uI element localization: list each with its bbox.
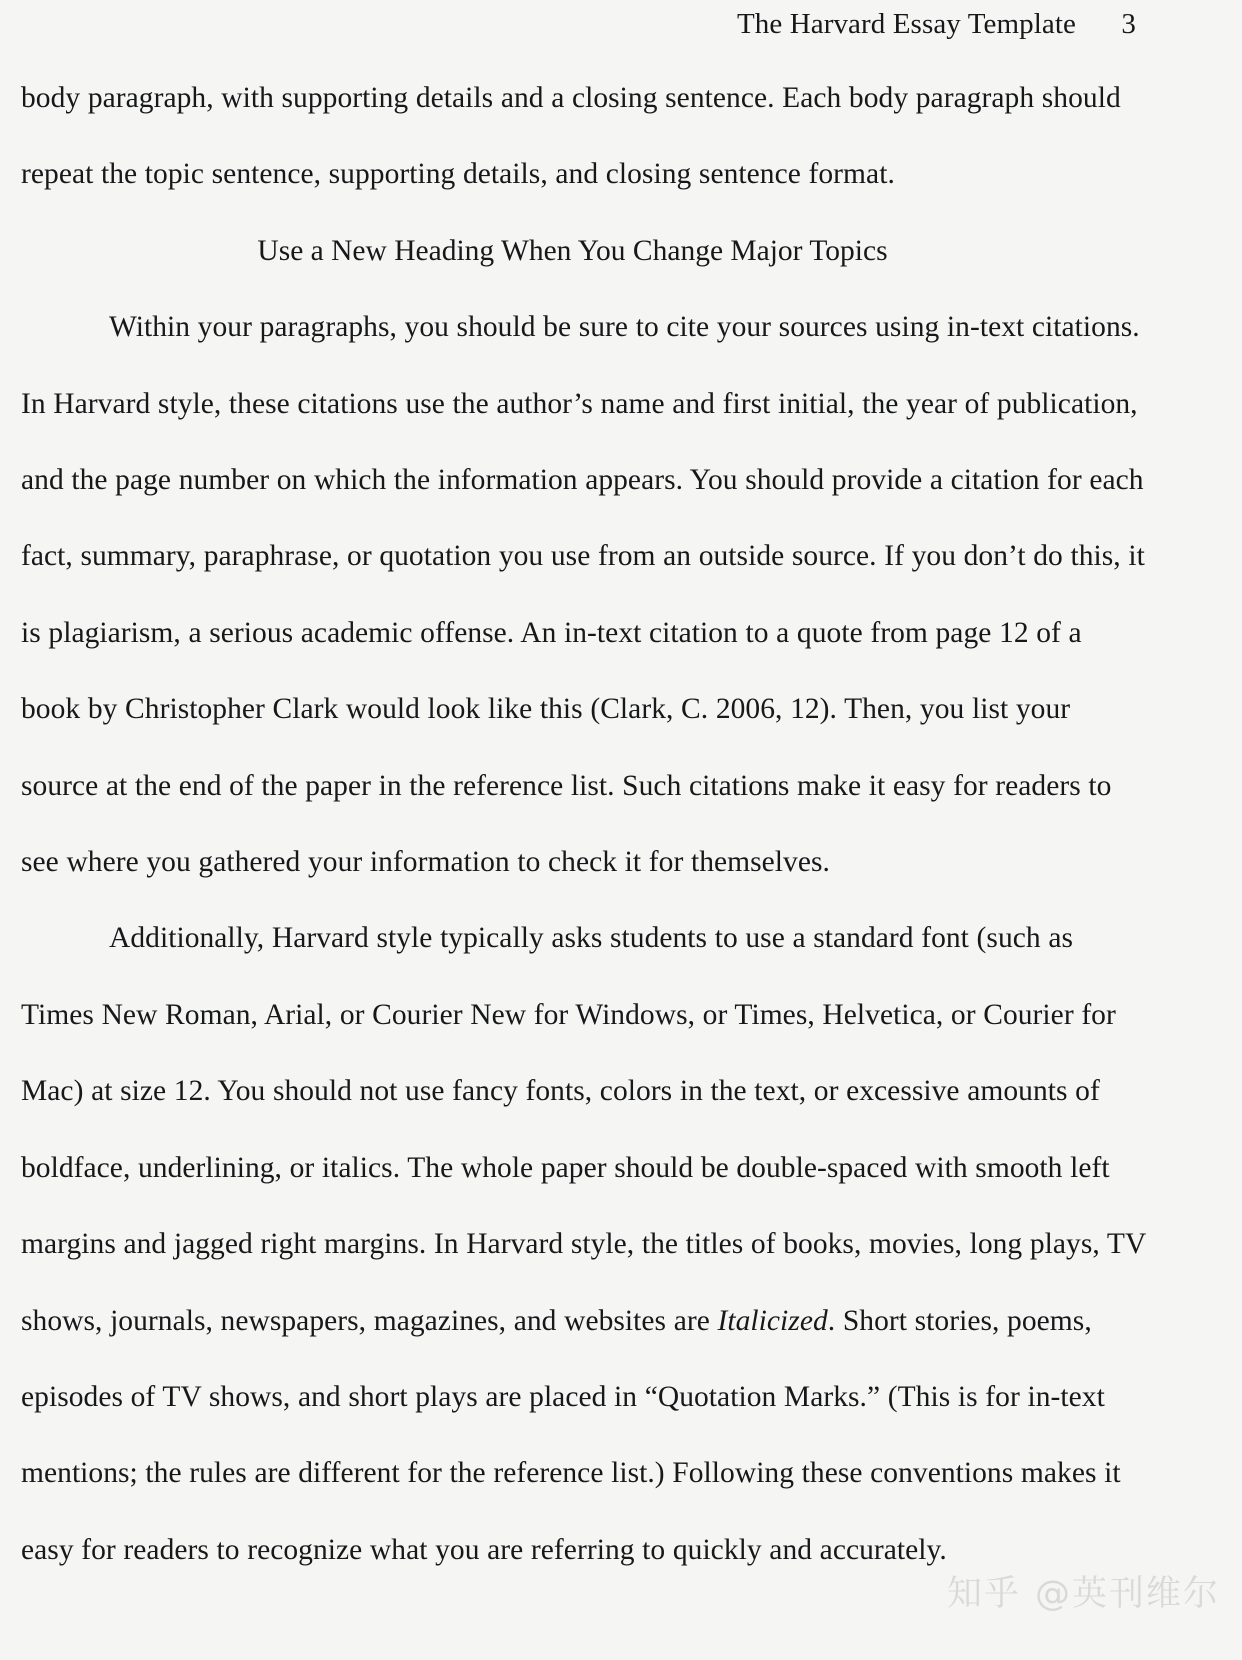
watermark-handle: @英刊维尔 — [1034, 1574, 1220, 1614]
running-head-title: The Harvard Essay Template — [736, 7, 1076, 40]
document-body — [21, 60, 1146, 1588]
page-number: 3 — [1121, 7, 1136, 40]
italicized-term: Italicized — [717, 1304, 828, 1337]
paragraph-continued: body paragraph, with supporting details and a closing sentence. Each body paragraph should repeat the topic sentence, supporting details, and closing sentence format. — [21, 82, 1121, 191]
zhihu-logo-text: 知乎 — [946, 1574, 1021, 1614]
watermark — [947, 1566, 1220, 1616]
paragraph-formatting-segment-1: Additionally, Harvard style typically asks students to use a standard font (such as Times New Roman, Arial, or Courier New for Windows, or Times, Helvetica, or Courier for Mac) at size 12. You should not use fancy fonts, colors in the text, or excessive amounts of boldface, underlining, or italics. The whole paper should be double-spaced with smooth left margins and jagged right margins. In Harvard style, the titles of books, movies, long plays, TV shows, journals, newspapers, magazines, and websites are — [21, 922, 1146, 1337]
paragraph-citations: Within your paragraphs, you should be sure to cite your sources using in-text citations. In Harvard style, these citations use the author’s name and first initial, the year of publication, and the page number on which the information appears. You should provide a citation for each fact, summary, paraphrase, or quotation you use from an outside source. If you don’t do this, it is plagiarism, a serious academic offense. An in-text citation to a quote from page 12 of a book by Christopher Clark would look like this (Clark, C. 2006, 12). Then, you list your source at the end of the paper in the reference list. Such citations make it easy for readers to see where you gathered your information to check it for themselves. — [21, 311, 1145, 879]
paragraph-formatting-segment-2: . Short stories, poems, episodes of TV shows, and short plays are placed in “Quotation Marks.” (This is for in-text mentions; the rules are different for the reference list.) Following these conventions makes it easy for readers to recognize what you are referring to quickly and accurately. — [21, 1304, 1121, 1566]
paragraph-formatting — [21, 900, 1146, 1588]
running-head — [0, 2, 1242, 46]
section-heading: Use a New Heading When You Change Major Topics — [257, 234, 888, 267]
